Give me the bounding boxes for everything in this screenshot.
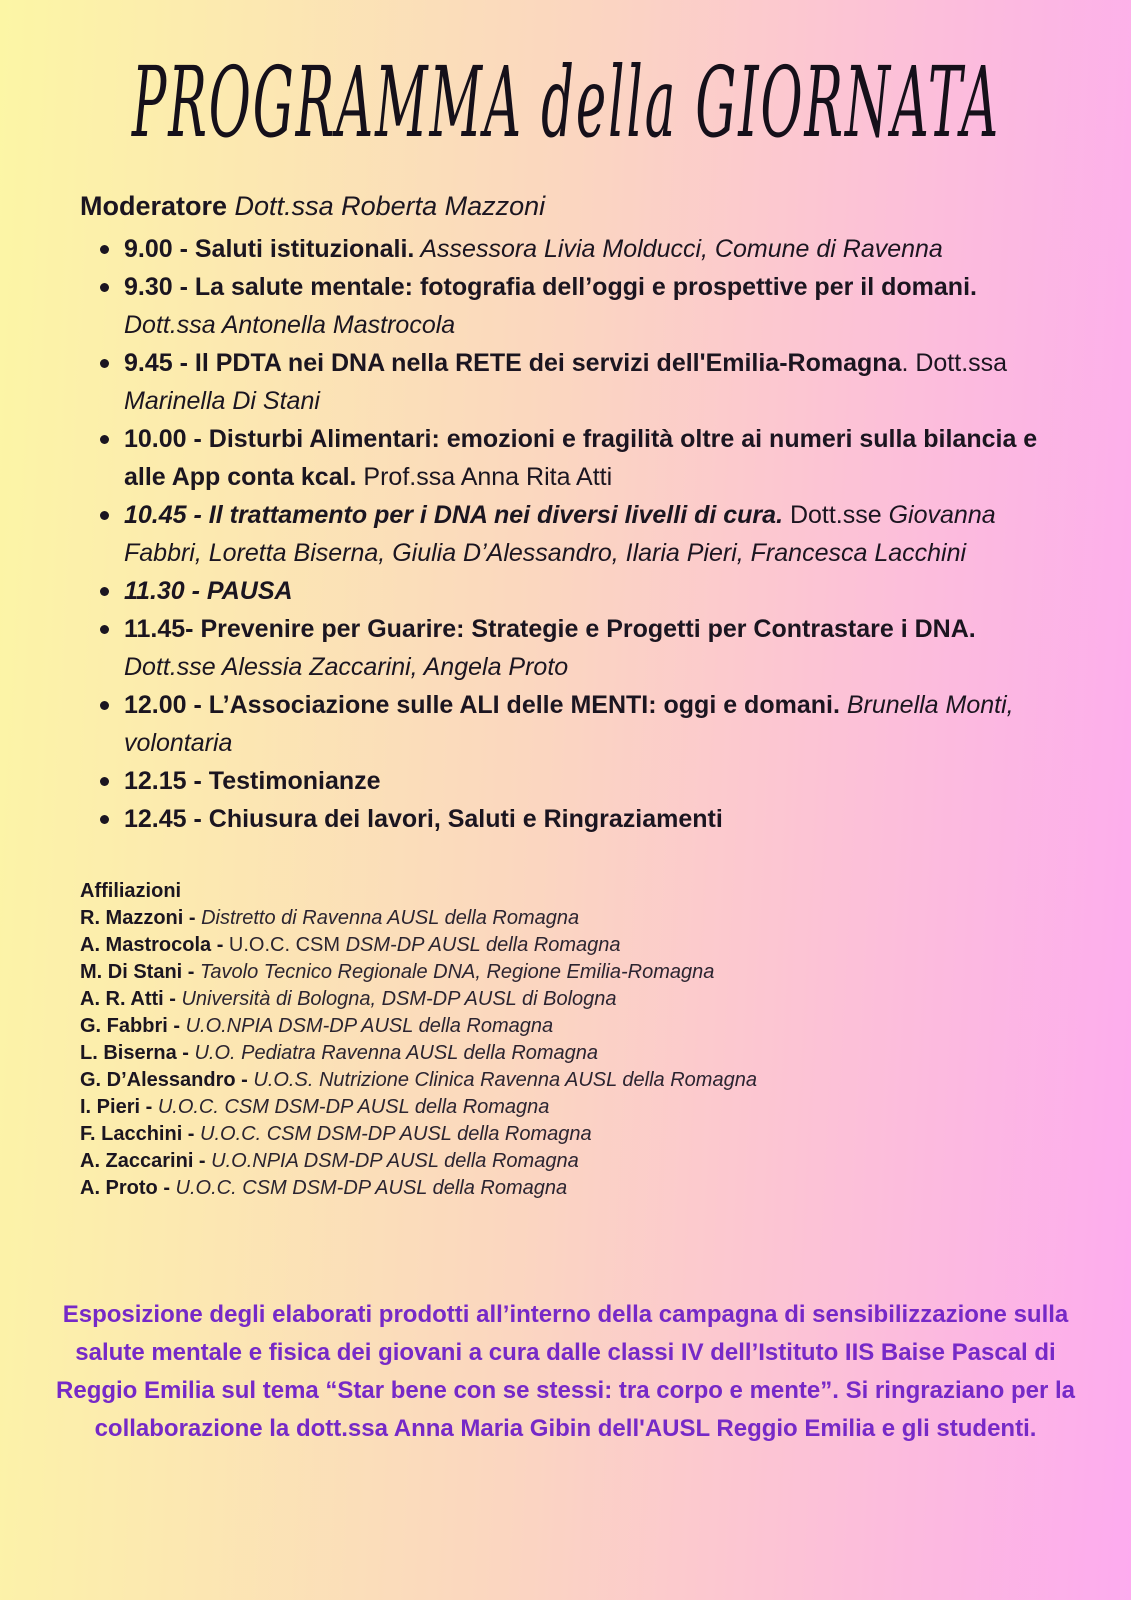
affiliation-name: F. Lacchini - bbox=[80, 1123, 201, 1145]
affiliation-org: U.O.C. CSM bbox=[228, 934, 346, 956]
affiliation-org: U.O.C. CSM DSM-DP AUSL della Romagna bbox=[175, 1177, 568, 1199]
bullet-dot bbox=[100, 511, 109, 520]
bullet-dot bbox=[100, 587, 109, 596]
schedule-item-segment: Prof.ssa Anna Rita Atti bbox=[356, 463, 613, 491]
schedule-item-segment: Brunella Monti, volontaria bbox=[124, 691, 1014, 757]
affiliation-row bbox=[80, 959, 1091, 986]
moderator-label: Moderatore bbox=[80, 191, 228, 221]
affiliations-list bbox=[80, 905, 1091, 1202]
affiliation-org: Tavolo Tecnico Regionale DNA, Regione Emilia-Romagna bbox=[200, 961, 715, 983]
affiliation-org: U.O.C. CSM DSM-DP AUSL della Romagna bbox=[200, 1123, 592, 1145]
affiliation-org: Università di Bologna, DSM-DP AUSL di Bologna bbox=[181, 988, 617, 1010]
schedule-list bbox=[100, 230, 1040, 838]
schedule-item-segment: 9.00 - Saluti istituzionali. bbox=[124, 235, 415, 263]
bullet-dot bbox=[100, 625, 109, 634]
affiliation-name: A. Proto - bbox=[80, 1177, 176, 1199]
schedule-item-segment: 10.45 - Il trattamento per i DNA nei diversi livelli di cura. bbox=[124, 501, 784, 529]
affiliation-org: U.O.NPIA DSM-DP AUSL della Romagna bbox=[185, 1015, 554, 1037]
affiliation-row bbox=[80, 932, 1091, 959]
affiliation-org: U.O. Pediatra Ravenna AUSL della Romagna bbox=[194, 1042, 599, 1064]
bullet-dot bbox=[100, 245, 109, 254]
affiliation-row bbox=[80, 905, 1091, 932]
affiliations-section bbox=[80, 878, 1091, 1202]
schedule-item bbox=[100, 496, 1040, 572]
title-container bbox=[0, 0, 1131, 162]
schedule-item-segment: Assessora Livia Molducci, Comune di Ravenna bbox=[414, 235, 943, 263]
schedule-item bbox=[100, 420, 1040, 496]
affiliation-name: A. Mastrocola - bbox=[80, 934, 229, 956]
affiliation-org: U.O.S. Nutrizione Clinica Ravenna AUSL della Romagna bbox=[253, 1069, 757, 1091]
bullet-dot bbox=[100, 359, 109, 368]
moderator-name: Dott.ssa Roberta Mazzoni bbox=[234, 191, 546, 221]
affiliation-name: I. Pieri - bbox=[80, 1096, 158, 1118]
affiliation-name: G. Fabbri - bbox=[80, 1015, 186, 1037]
schedule-item-segment: Giovanna Fabbri, Loretta Biserna, Giulia D’Alessandro, Ilaria Pieri, Francesca Lacchini bbox=[124, 501, 996, 567]
bullet-dot bbox=[100, 815, 109, 824]
affiliation-org: U.O.C. CSM DSM-DP AUSL della Romagna bbox=[157, 1096, 550, 1118]
bullet-dot bbox=[100, 701, 109, 710]
schedule-item-segment: 9.30 - La salute mentale: fotografia dell’oggi e prospettive per il domani. bbox=[124, 273, 977, 301]
affiliation-row bbox=[80, 1121, 1091, 1148]
affiliation-org: Distretto di Ravenna AUSL della Romagna bbox=[201, 907, 580, 929]
schedule-item bbox=[100, 268, 1040, 344]
schedule-item-segment: Dott.sse Alessia Zaccarini, Angela Proto bbox=[124, 653, 569, 681]
schedule-item bbox=[100, 800, 1040, 838]
schedule-item-segment: 11.30 - PAUSA bbox=[124, 577, 293, 605]
schedule-item bbox=[100, 686, 1040, 762]
affiliation-name: M. Di Stani - bbox=[80, 961, 200, 983]
affiliation-row bbox=[80, 1067, 1091, 1094]
schedule-item-segment: 10.00 - Disturbi Alimentari: emozioni e fragilità oltre ai numeri sulla bilancia e alle App conta kcal. bbox=[124, 425, 1038, 491]
schedule-item-segment: 11.45- Prevenire per Guarire: Strategie e Progetti per Contrastare i DNA. bbox=[124, 615, 976, 643]
affiliation-row bbox=[80, 1148, 1091, 1175]
bullet-dot bbox=[100, 777, 109, 786]
affiliation-org: DSM-DP AUSL della Romagna bbox=[345, 934, 621, 956]
affiliation-name: A. R. Atti - bbox=[80, 988, 182, 1010]
bullet-dot bbox=[100, 283, 109, 292]
footer-note: Esposizione degli elaborati prodotti all’interno della campagna di sensibilizzazione sulla salute mentale e fisica dei giovani a cura dalle classi IV dell’Istituto IIS Baise Pascal di Reggio Emilia sul tema “Star bene con se stessi: tra corpo e mente”. Si ringraziano per la collaborazione la dott.ssa Anna Maria Gibin dell'AUSL Reggio Emilia e gli studenti. bbox=[56, 1301, 1075, 1442]
schedule-item-segment: Dott.ssa Antonella Mastrocola bbox=[124, 311, 456, 339]
schedule-item-segment: 12.00 - L’Associazione sulle ALI delle MENTI: oggi e domani. bbox=[124, 691, 840, 719]
affiliation-row bbox=[80, 1094, 1091, 1121]
affiliation-name: A. Zaccarini - bbox=[80, 1150, 212, 1172]
schedule-item-segment: Dott.sse bbox=[783, 501, 889, 529]
schedule-item-segment: 12.15 - Testimonianze bbox=[124, 767, 381, 795]
affiliation-row bbox=[80, 986, 1091, 1013]
schedule-item-segment: . Dott.ssa bbox=[901, 349, 1008, 377]
affiliation-row bbox=[80, 1013, 1091, 1040]
page-title: PROGRAMMA della GIORNATA bbox=[131, 45, 1000, 159]
affiliation-row bbox=[80, 1040, 1091, 1067]
schedule-item-segment: Marinella Di Stani bbox=[124, 387, 320, 415]
moderator-line bbox=[80, 188, 1071, 224]
affiliation-name: G. D’Alessandro - bbox=[80, 1069, 254, 1091]
schedule-item bbox=[100, 230, 1040, 268]
schedule-item-segment: 9.45 - Il PDTA nei DNA nella RETE dei servizi dell'Emilia-Romagna bbox=[124, 349, 902, 377]
schedule-item bbox=[100, 572, 1040, 610]
affiliations-heading: Affiliazioni bbox=[80, 880, 182, 902]
schedule-item bbox=[100, 610, 1040, 686]
affiliation-name: L. Biserna - bbox=[80, 1042, 195, 1064]
schedule-item bbox=[100, 762, 1040, 800]
affiliation-org: U.O.NPIA DSM-DP AUSL della Romagna bbox=[211, 1150, 579, 1172]
schedule-item bbox=[100, 344, 1040, 420]
bullet-dot bbox=[100, 435, 109, 444]
schedule-item-segment: 12.45 - Chiusura dei lavori, Saluti e Ringraziamenti bbox=[124, 805, 723, 833]
affiliation-name: R. Mazzoni - bbox=[80, 907, 202, 929]
affiliation-row bbox=[80, 1175, 1091, 1202]
